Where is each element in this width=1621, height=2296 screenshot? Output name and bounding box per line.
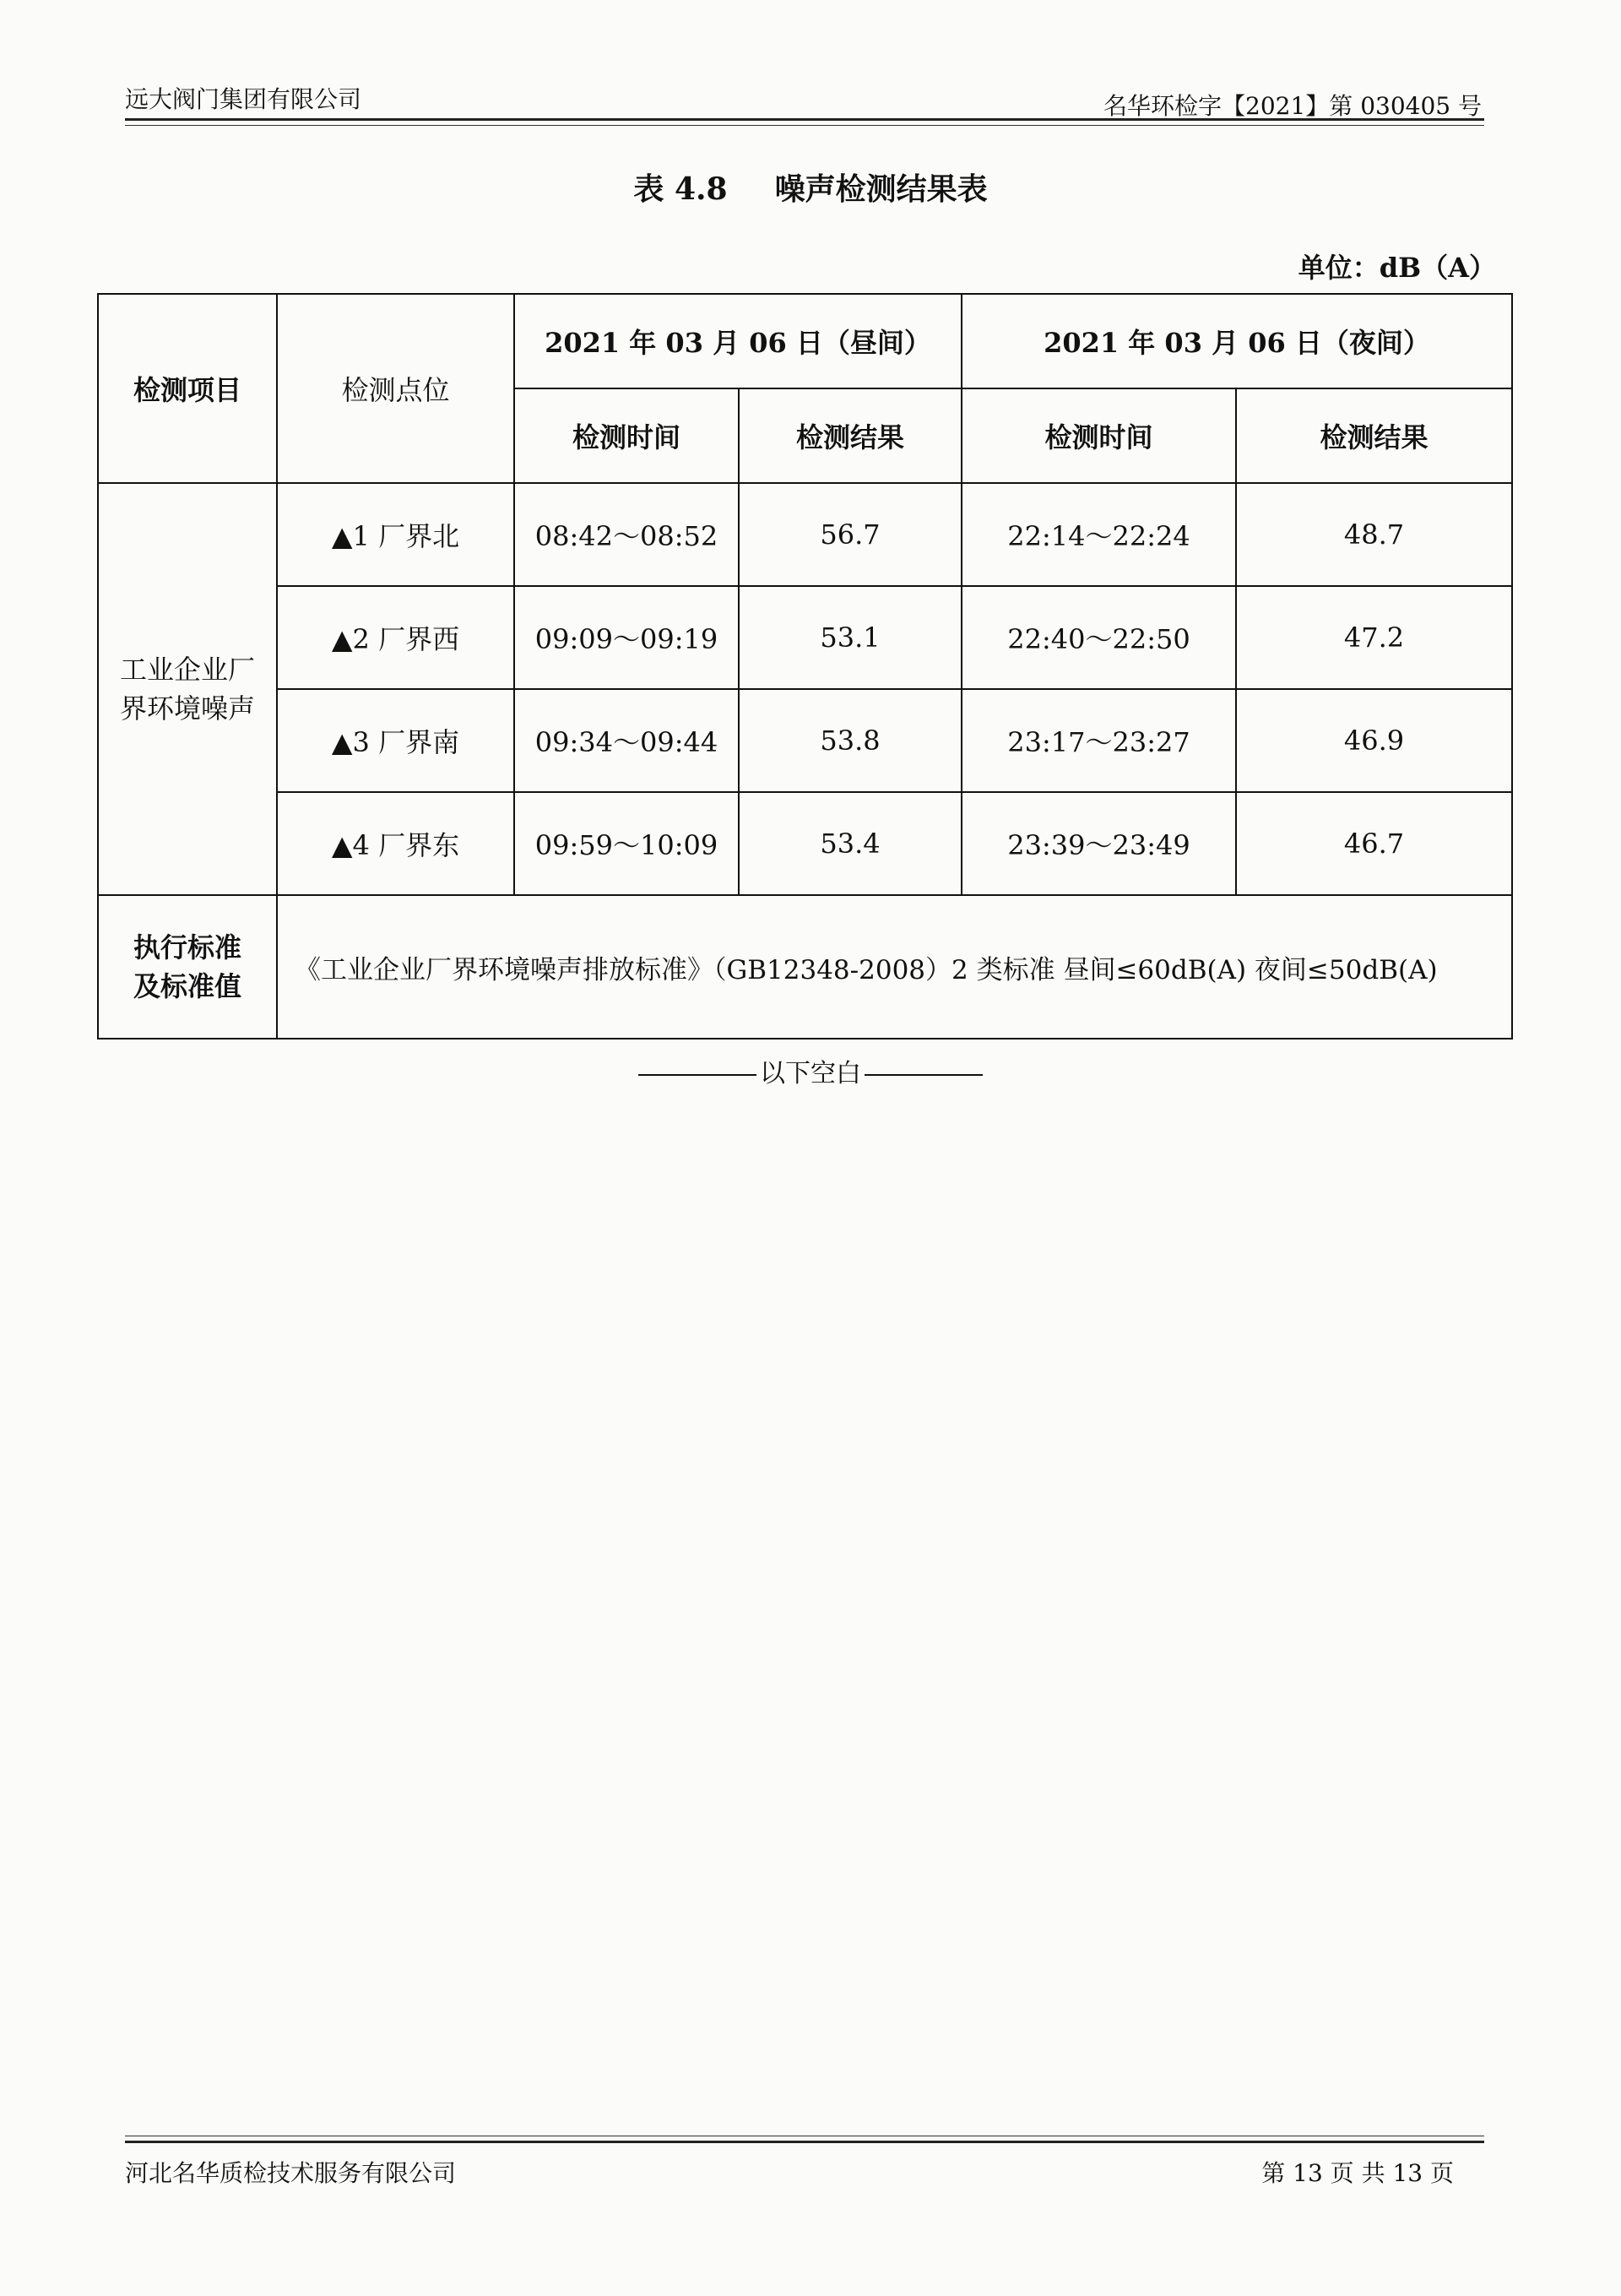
night-time-cell: 22:14～22:24 xyxy=(962,483,1236,586)
blank-below-note xyxy=(0,1052,1621,1089)
col-header-point: 检测点位 xyxy=(277,294,514,483)
noise-results-table xyxy=(97,293,1513,1039)
night-result-cell: 48.7 xyxy=(1236,483,1512,586)
header-company: 远大阀门集团有限公司 xyxy=(125,85,362,113)
col-header-item: 检测项目 xyxy=(98,294,277,483)
table-row xyxy=(98,792,1512,895)
day-result-cell: 53.8 xyxy=(739,689,962,792)
day-result-cell: 56.7 xyxy=(739,483,962,586)
table-number: 表 4.8 xyxy=(633,171,728,207)
day-time-cell: 09:34～09:44 xyxy=(514,689,739,792)
night-result-cell: 46.7 xyxy=(1236,792,1512,895)
table-header-row xyxy=(98,294,1512,388)
night-result-header: 检测结果 xyxy=(1236,388,1512,483)
table-title-text: 噪声检测结果表 xyxy=(774,171,988,207)
header-rule-thin xyxy=(125,125,1484,126)
category-line-2: 界环境噪声 xyxy=(119,692,255,725)
day-result-cell: 53.1 xyxy=(739,586,962,689)
standard-label-line-1: 执行标准 xyxy=(133,931,241,963)
dash-right xyxy=(865,1074,983,1076)
day-date-header: 2021 年 03 月 06 日（昼间） xyxy=(514,294,962,388)
blank-below-text: 以下空白 xyxy=(760,1059,861,1088)
day-time-cell: 09:09～09:19 xyxy=(514,586,739,689)
standard-label-cell xyxy=(98,895,277,1039)
header-rule xyxy=(125,118,1484,121)
night-time-cell: 22:40～22:50 xyxy=(962,586,1236,689)
day-time-header: 检测时间 xyxy=(514,388,739,483)
dash-left xyxy=(638,1074,756,1076)
table-row xyxy=(98,483,1512,586)
point-cell: ▲3 厂界南 xyxy=(277,689,514,792)
point-cell: ▲1 厂界北 xyxy=(277,483,514,586)
night-date-header: 2021 年 03 月 06 日（夜间） xyxy=(962,294,1512,388)
standard-row xyxy=(98,895,1512,1039)
night-result-cell: 46.9 xyxy=(1236,689,1512,792)
page-number: 第 13 页 共 13 页 xyxy=(1261,2159,1454,2187)
category-cell xyxy=(98,483,277,895)
day-time-cell: 09:59～10:09 xyxy=(514,792,739,895)
point-cell: ▲2 厂界西 xyxy=(277,586,514,689)
night-time-cell: 23:39～23:49 xyxy=(962,792,1236,895)
day-result-header: 检测结果 xyxy=(739,388,962,483)
night-time-cell: 23:17～23:27 xyxy=(962,689,1236,792)
footer-rule xyxy=(125,2141,1484,2143)
night-time-header: 检测时间 xyxy=(962,388,1236,483)
point-cell: ▲4 厂界东 xyxy=(277,792,514,895)
footer-company: 河北名华质检技术服务有限公司 xyxy=(125,2159,457,2187)
table-title xyxy=(0,166,1621,209)
unit-label: 单位：dB（A） xyxy=(1298,252,1496,284)
table-row xyxy=(98,689,1512,792)
day-result-cell: 53.4 xyxy=(739,792,962,895)
day-time-cell: 08:42～08:52 xyxy=(514,483,739,586)
standard-text-cell: 《工业企业厂界环境噪声排放标准》（GB12348-2008）2 类标准 昼间≤60dB(A) 夜间≤50dB(A) xyxy=(277,895,1512,1039)
standard-label-line-2: 及标准值 xyxy=(133,970,241,1002)
category-line-1: 工业企业厂 xyxy=(119,654,255,686)
night-result-cell: 47.2 xyxy=(1236,586,1512,689)
table-row xyxy=(98,586,1512,689)
header-report-number: 名华环检字【2021】第 030405 号 xyxy=(1103,92,1482,120)
